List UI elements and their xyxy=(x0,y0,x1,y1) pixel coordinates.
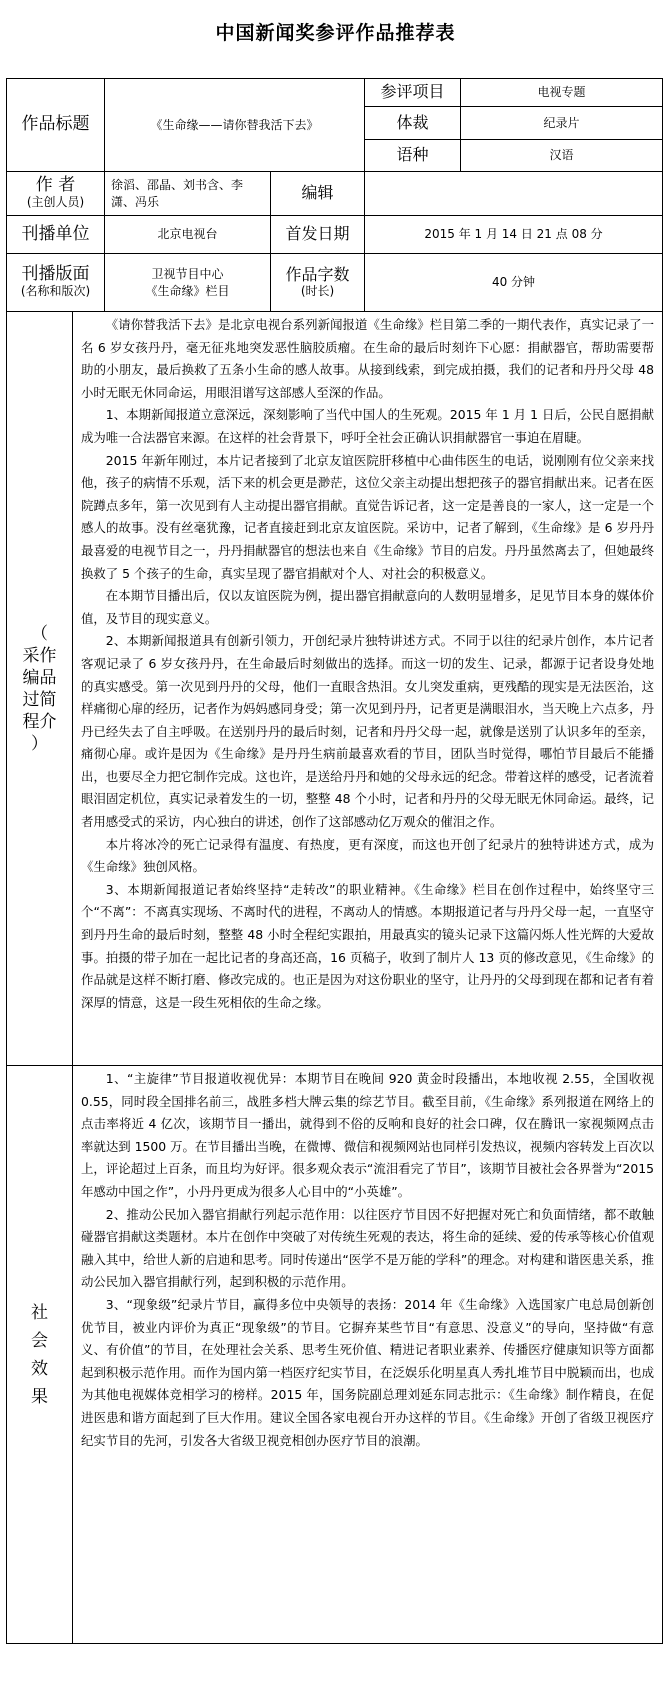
effect-label xyxy=(7,1299,72,1411)
author-sub-label: (主创人员) xyxy=(26,194,85,209)
length-label: 作品字数 xyxy=(285,264,350,284)
language-value-cell xyxy=(461,140,663,172)
process-paragraph: 在本期节目播出后，仅以友谊医院为例，提出器官捐献意向的人数明显增多，足见节目本身的媒体价值，及节目的现实意义。 xyxy=(81,588,655,626)
first-date-label-cell xyxy=(271,216,365,254)
language-value: 汉语 xyxy=(549,148,574,162)
section-value-line-1: 卫视节目中心 xyxy=(151,266,224,281)
page-title: 中国新闻奖参评作品推荐表 xyxy=(215,22,456,44)
effect-label-line: 效 xyxy=(31,1358,48,1379)
process-label-line: 过简 xyxy=(22,689,57,710)
section-value-line-2: 《生命缘》栏目 xyxy=(145,283,230,298)
publisher-label-cell xyxy=(7,216,105,254)
process-paragraph: 3、本期新闻报道记者始终坚持“走转改”的职业精神。《生命缘》栏目在创作过程中，始终坚守三个“不离”：不离真实现场、不离时代的进程，不离动人的情感。本期报道记者与丹丹父母一起，一直坚守到丹丹生命的最后时刻，整整 48 小时全程纪实跟拍，用最真实的镜头记录下这篇闪烁人性光辉的大爱故事。拍摄的带子加在一起比记者的身高还高，16 页稿子，收到了制片人 13 页的修改意见，《生命缘》的作品就是这样不断打磨、修改完成的。也正是因为对这份职业的坚守，让丹丹的父母到现在都和记者有着深厚的情意，这是一段生死相依的生命之缘。 xyxy=(81,881,655,1010)
first-date-value: 2015 年 1 月 14 日 21 点 08 分 xyxy=(424,227,603,241)
process-paragraph: 1、本期新闻报道立意深远，深刻影响了当代中国人的生死观。2015 年 1 月 1 日后，公民自愿捐献成为唯一合法器官来源。在这样的社会背景下，呼吁全社会正确认识捐献器官一事迫在眉睫。 xyxy=(81,407,655,445)
effect-label-line: 会 xyxy=(31,1330,48,1351)
process-label-line: （ xyxy=(31,623,48,644)
language-label-cell xyxy=(365,140,461,172)
section-value-cell xyxy=(105,254,271,312)
editor-value-cell xyxy=(365,172,663,216)
category-value-cell xyxy=(461,79,663,107)
work-title-label-cell xyxy=(7,79,105,172)
publisher-value-cell xyxy=(105,216,271,254)
effect-paragraph: 2、推动公民加入器官捐献行列起示范作用：以往医疗节目因不好把握对死亡和负面情绪，都不敢触碰器官捐献这类题材。本片在创作中突破了对传统生死观的表达，将生命的延续、爱的传承等核心价值观融入其中，给世人新的启迪和思考。同时传递出“医学不是万能的学科”的理念。对构建和谐医患关系，推动公民加入器官捐献行列，起到积极的示范作用。 xyxy=(81,1206,655,1290)
work-title-value-cell xyxy=(105,79,365,172)
length-value: 40 分钟 xyxy=(491,275,536,289)
process-label-cell xyxy=(7,312,73,1066)
publisher-label: 刊播单位 xyxy=(21,223,90,244)
genre-label-cell xyxy=(365,107,461,140)
section-label: 刊播版面 xyxy=(21,263,90,284)
publisher-value: 北京电视台 xyxy=(157,227,218,241)
work-title-label: 作品标题 xyxy=(21,114,90,134)
author-value: 徐滔、邵晶、刘书含、李潇、冯乐 xyxy=(111,177,244,209)
genre-value: 纪录片 xyxy=(543,115,580,130)
process-label xyxy=(7,623,72,755)
first-date-label: 首发日期 xyxy=(285,224,350,243)
category-label: 参评项目 xyxy=(380,82,445,101)
length-label-cell xyxy=(271,254,365,312)
author-label-cell xyxy=(7,172,105,216)
effect-paragraph: 3、“现象级”纪录片节目，赢得多位中央领导的表扬：2014 年《生命缘》入选国家广电总局创新创优节目，被业内评价为真正“现象级”的节目。它摒弃某些节目“有意思、没意义”的导向，坚持做“有意义、有价值”的节目，在处理社会关系、思考生死价值、精进记者职业素养、传播医疗健康知识等方面都起到积极示范作用。而作为国内第一档医疗纪实节目，在泛娱乐化明星真人秀扎堆节目中脱颖而出，也成为其他电视媒体竞相学习的榜样。2015 年，国务院副总理刘延东同志批示：《生命缘》制作精良，在促进医患和谐方面起到了巨大作用。建议全国各家电视台开办这样的节目。《生命缘》开创了省级卫视医疗纪实节目的先河，引发各大省级卫视竞相创办医疗节目的浪潮。 xyxy=(81,1296,655,1448)
author-value-cell xyxy=(105,172,271,216)
section-sub-label: (名称和版次) xyxy=(20,283,91,298)
process-label-line: 采作 xyxy=(22,645,57,666)
process-body-cell xyxy=(73,312,663,1066)
genre-label: 体裁 xyxy=(396,112,429,132)
process-label-line: 编品 xyxy=(22,667,57,688)
category-value: 电视专题 xyxy=(537,85,586,99)
process-paragraph: 2、本期新闻报道具有创新引领力，开创纪录片独特讲述方式。不同于以往的纪录片创作，本片记者客观记录了 6 岁女孩丹丹，在生命最后时刻做出的选择。而这一切的发生、记录，都源于记者设身处地的真实感受。第一次见到丹丹的父母，他们一直眼含热泪。女儿突发重病，更残酷的现实是无法医治，这样痛彻心扉的经历，记者作为妈妈感同身受；第一次见到丹丹，记者更是满眼泪水，当天晚上六点多，丹丹已经失去了自主呼吸。在送别丹丹的最后时刻，记者和丹丹父母一起，就像是送别了认识多年的至亲，痛彻心扉。或许是因为《生命缘》是丹丹生病前最喜欢看的节目，团队当时觉得，哪怕节目最后不能播出，也要尽全力把它制作完成。这也许，是送给丹丹和她的父母永远的纪念。带着这样的感受，记者流着眼泪固定机位，真实记录着发生的一切，整整 48 个小时，记者和丹丹的父母无眠无休同命运。最终，记者用感受式的采访，内心独白的讲述，创作了这部感动亿万观众的催泪之作。 xyxy=(81,633,655,830)
effect-label-line: 果 xyxy=(31,1386,48,1407)
process-paragraph: 本片将冰冷的死亡记录得有温度、有热度，更有深度，而这也开创了纪录片的独特讲述方式，成为《生命缘》独创风格。 xyxy=(81,836,655,875)
effect-body-cell xyxy=(73,1066,663,1644)
length-sub-label: (时长) xyxy=(300,283,335,298)
effect-label-cell xyxy=(7,1066,73,1644)
work-title-value: 《生命缘——请你替我活下去》 xyxy=(150,117,319,132)
length-value-cell xyxy=(365,254,663,312)
first-date-value-cell xyxy=(365,216,663,254)
author-label: 作 者 xyxy=(35,174,76,195)
effect-label-line: 社 xyxy=(31,1302,48,1323)
process-paragraph: 《请你替我活下去》是北京电视台系列新闻报道《生命缘》栏目第二季的一期代表作，真实记录了一名 6 岁女孩丹丹，毫无征兆地突发恶性脑胶质瘤。在生命的最后时刻许下心愿：捐献器官，帮助需要帮助的小朋友，最后换救了五条小生命的感人故事。从接到线索，到完成拍摄，我们的记者和丹丹父母 48 小时无眠无休同命运，用眼泪谱写这部感人至深的作品。 xyxy=(81,317,655,400)
editor-label: 编辑 xyxy=(301,183,334,202)
editor-label-cell xyxy=(271,172,365,216)
language-label: 语种 xyxy=(396,145,429,164)
section-label-cell xyxy=(7,254,105,312)
process-label-line: ） xyxy=(31,733,48,754)
recommendation-form xyxy=(6,78,663,1644)
category-label-cell xyxy=(365,79,461,107)
genre-value-cell xyxy=(461,107,663,140)
process-label-line: 程介 xyxy=(22,711,57,732)
effect-paragraph: 1、“主旋律”节目报道收视优异：本期节目在晚间 920 黄金时段播出，本地收视 2.55，全国收视 0.55，同时段全国排名前三，战胜多档大牌云集的综艺节目。截至目前，《生命缘》系列报道在网络上的点击率将近 4 亿次，该期节目一播出，就得到不俗的反响和良好的社会口碑，仅在腾讯一家视频网点击率就达到 1500 万。在节目播出当晚，在微博、微信和视频网站也同样引发热议，视频内容转发上百次以上，评论超过上百条，而且均为好评。很多观众表示“流泪看完了节目”，该期节目被社会各界誉为“2015 年感动中国之作”，小丹丹更成为很多人心目中的“小英雄”。 xyxy=(81,1071,655,1199)
process-paragraph: 2015 年新年刚过，本片记者接到了北京友谊医院肝移植中心曲伟医生的电话，说刚刚有位父亲来找他，孩子的病情不乐观，活下来的机会更是渺茫，这位父亲主动提出想把孩子的器官捐献出来。记者在医院蹲点多年，第一次见到有人主动提出器官捐献。直觉告诉记者，这一定是善良的一家人，这一定是一个感人的故事。没有丝毫犹豫，记者直接赶到北京友谊医院。采访中，记者了解到，《生命缘》是 6 岁丹丹最喜爱的电视节目之一，丹丹捐献器官的想法也来自《生命缘》节目的启发。丹丹虽然离去了，但她最终换救了 5 个孩子的生命，真实呈现了器官捐献对个人、对社会的积极意义。 xyxy=(81,452,655,581)
